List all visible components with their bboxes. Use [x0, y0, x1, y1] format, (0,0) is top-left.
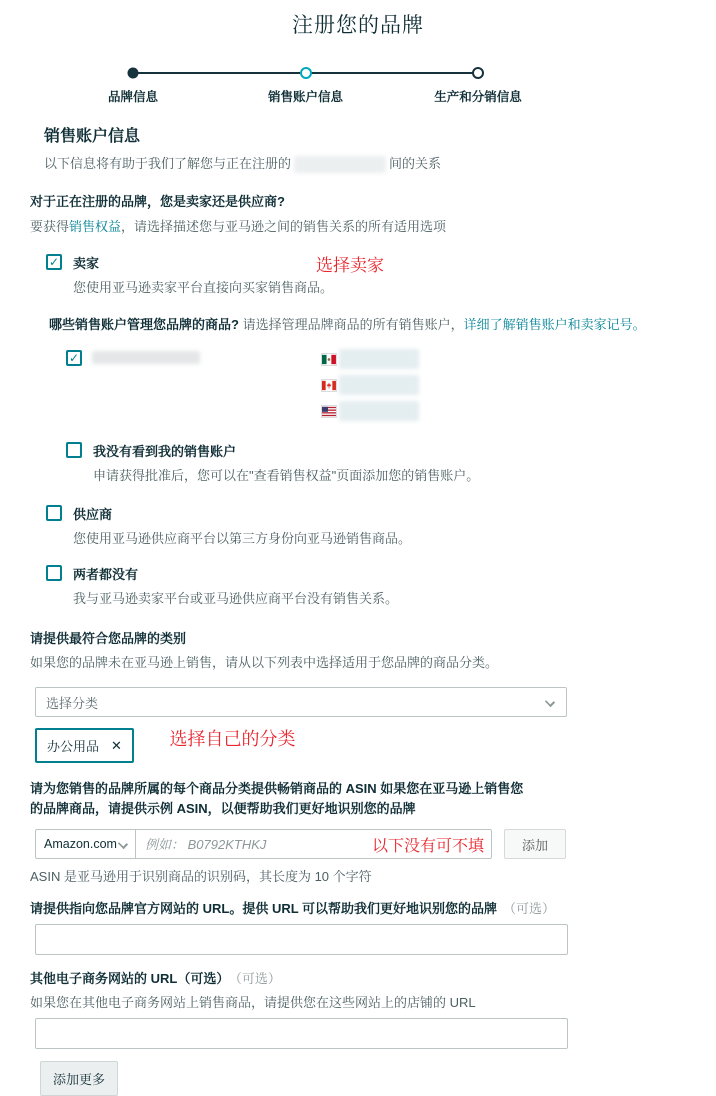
seller-question-subtitle [30, 216, 716, 235]
asin-marketplace-value: Amazon.com [44, 837, 117, 852]
brand-url-input[interactable] [35, 924, 568, 955]
marketplace-row-mexico [322, 349, 419, 369]
step-label-distribution: 生产和分销信息 [434, 90, 522, 104]
selling-account-row [66, 349, 716, 427]
add-more-button[interactable]: 添加更多 [40, 1061, 118, 1096]
vendor-label: 供应商 [73, 507, 113, 523]
brand-url-label-text: 请提供指向您品牌官方网站的 URL。提供 URL 可以帮助我们更好地识别您的品牌 [30, 901, 498, 917]
no-account-label: 我没有看到我的销售账户 [93, 444, 237, 460]
redacted-marketplace-name [339, 401, 419, 421]
annotation-select-category: 选择自己的分类 [169, 729, 296, 750]
selling-account-checkbox[interactable] [66, 350, 82, 366]
neither-option-row [46, 564, 716, 607]
step-dot-brand-info [128, 68, 139, 79]
asin-note: ASIN 是亚马逊用于识别商品的识别码，其长度为 10 个字符 [30, 869, 372, 885]
other-url-label [30, 968, 716, 987]
category-tag-label: 办公用品 [47, 739, 100, 755]
brand-url-label [30, 898, 716, 917]
marketplace-row-usa [322, 401, 419, 421]
no-account-option-row [66, 441, 716, 484]
category-subtitle: 如果您的品牌未在亚马逊上销售，请从以下列表中选择适用于您品牌的商品分类。 [30, 655, 499, 671]
vendor-checkbox[interactable] [46, 505, 62, 521]
selected-category-row [35, 725, 716, 763]
usa-flag-icon [322, 406, 336, 417]
section-heading: 销售账户信息 [44, 128, 141, 145]
marketplace-row-canada [322, 375, 419, 395]
remove-tag-icon[interactable]: ✕ [111, 737, 122, 753]
asin-section-title: 请为您销售的品牌所属的每个商品分类提供畅销商品的 ASIN 如果您在亚马逊上销售您的品牌商品，请提供示例 ASIN，以便帮助我们更好地识别您的品牌 [30, 781, 524, 817]
canada-flag-icon [322, 380, 336, 391]
neither-description: 我与亚马逊卖家平台或亚马逊供应商平台没有销售关系。 [73, 591, 399, 607]
accounts-question [49, 314, 716, 333]
step-dot-selling-account [300, 67, 312, 79]
step-label-selling-account: 销售账户信息 [267, 90, 344, 104]
section-intro [44, 153, 716, 173]
page-title: 注册您的品牌 [292, 14, 424, 37]
category-select-value: 选择分类 [46, 695, 99, 711]
redacted-account-name [92, 351, 200, 364]
chevron-down-icon [545, 697, 555, 707]
other-url-subtitle: 如果您在其他电子商务网站上销售商品，请提供您在这些网站上的店铺的 URL [30, 995, 476, 1011]
accounts-question-hint: 请选择管理品牌商品的所有销售账户， [242, 317, 464, 333]
subtitle-suffix: ，请选择描述您与亚马逊之间的销售关系的所有适用选项 [121, 219, 447, 235]
marketplace-list [322, 349, 419, 421]
category-select[interactable] [35, 687, 567, 717]
asin-input-row [35, 829, 716, 859]
neither-label: 两者都没有 [73, 567, 139, 583]
accounts-question-title: 哪些销售账户管理您品牌的商品? [49, 317, 239, 333]
vendor-option-row [46, 504, 716, 547]
redacted-brand-name [294, 156, 386, 173]
no-account-description: 申请获得批准后，您可以在"查看销售权益"页面添加您的销售账户。 [93, 468, 480, 484]
annotation-optional-below: 以下没有可不填 [371, 838, 484, 856]
asin-marketplace-select[interactable] [35, 829, 136, 859]
other-url-input[interactable] [35, 1018, 568, 1049]
selling-benefits-link[interactable]: 销售权益 [69, 219, 122, 235]
checkmark-icon: ✓ [48, 255, 60, 270]
seller-question-title: 对于正在注册的品牌，您是卖家还是供应商? [30, 194, 285, 210]
redacted-marketplace-name [339, 349, 419, 369]
chevron-down-icon [118, 839, 128, 849]
subtitle-prefix: 要获得 [30, 219, 70, 235]
other-url-optional: （可选） [235, 971, 281, 987]
other-url-label-text: 其他电子商务网站的 URL（可选） [30, 971, 230, 987]
category-title: 请提供最符合您品牌的类别 [30, 631, 187, 647]
category-tag[interactable] [35, 728, 134, 763]
seller-option-label: 卖家 [73, 256, 100, 272]
step-label-brand-info: 品牌信息 [107, 90, 159, 104]
brand-url-optional: （可选） [503, 901, 556, 917]
vendor-description: 您使用亚马逊供应商平台以第三方身份向亚马逊销售商品。 [73, 531, 412, 547]
add-asin-button[interactable]: 添加 [504, 829, 566, 859]
annotation-select-seller: 选择卖家 [316, 256, 384, 276]
mexico-flag-icon [322, 354, 336, 365]
seller-checkbox[interactable] [46, 254, 62, 270]
neither-checkbox[interactable] [46, 565, 62, 581]
section-intro-suffix: 间的关系 [389, 156, 442, 171]
checkmark-icon: ✓ [68, 351, 80, 366]
seller-option-row [46, 253, 716, 296]
section-intro-prefix: 以下信息将有助于我们了解您与正在注册的 [44, 156, 292, 171]
no-account-checkbox[interactable] [66, 442, 82, 458]
seller-option-description: 您使用亚马逊卖家平台直接向买家销售商品。 [73, 280, 334, 296]
step-dot-distribution [472, 67, 484, 79]
progress-stepper [107, 63, 522, 105]
redacted-marketplace-name [339, 375, 419, 395]
accounts-learn-more-link[interactable]: 详细了解销售账户和卖家记号。 [463, 317, 646, 333]
